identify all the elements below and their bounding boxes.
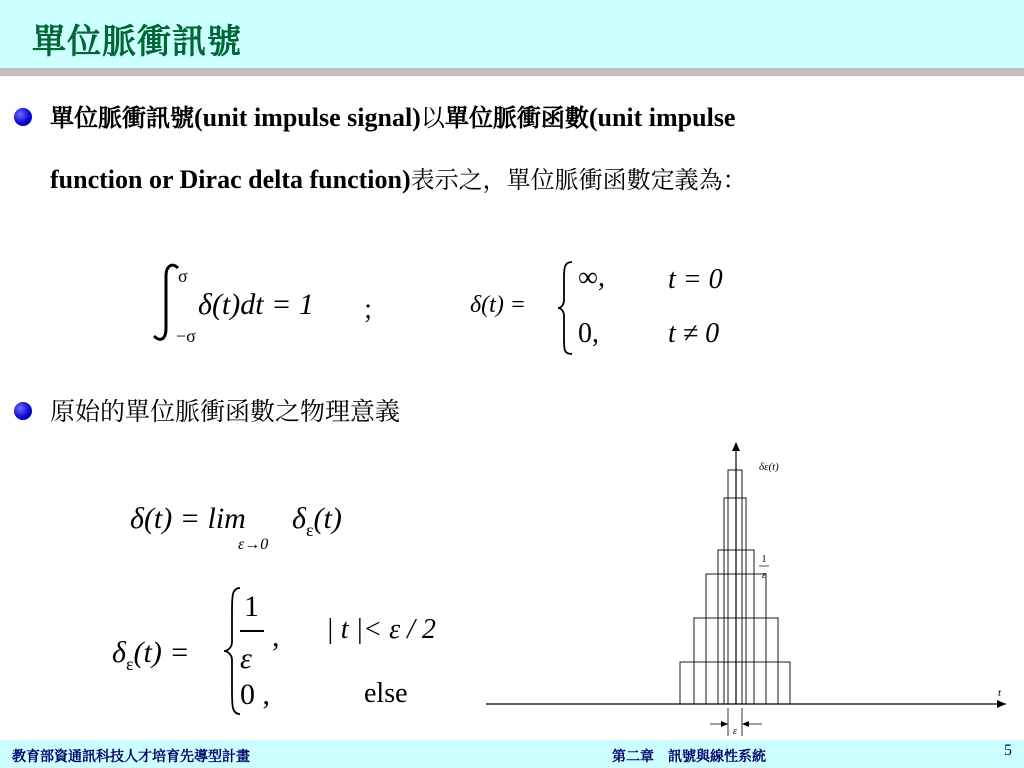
limit-lhs: δ(t) = lim — [130, 502, 246, 535]
pulse-6 — [728, 470, 742, 704]
integral-upper-limit: σ — [178, 266, 188, 286]
integral-separator: ； — [362, 296, 389, 325]
integral-body: δ(t)dt = 1 — [198, 288, 314, 321]
width-arrow-left-icon — [721, 721, 728, 727]
fraction-bar — [240, 630, 264, 632]
limit-subscript: ε→0 — [238, 536, 269, 553]
left-brace-icon — [556, 260, 576, 356]
delta-def-lhs: δ(t) = — [470, 292, 527, 318]
delta-eps-condition-2: else — [364, 678, 408, 709]
y-axis-label: δε(t) — [759, 461, 779, 473]
x-axis-arrow-icon — [997, 700, 1006, 708]
footer — [0, 740, 1024, 768]
fraction-denominator: ε — [240, 642, 252, 675]
footer-program: 教育部資通訊科技人才培育先導型計畫 — [12, 749, 250, 765]
fraction-numerator: 1 — [244, 590, 259, 623]
footer-chapter-number: 第二章 — [612, 749, 654, 765]
level-denominator: ε — [762, 570, 766, 581]
x-axis-label: t — [998, 687, 1002, 699]
pulse-figure — [478, 438, 1010, 738]
bullet-1-english-2: (unit impulse — [588, 103, 736, 132]
delta-eps-case-2-value: 0 , — [240, 678, 270, 711]
delta-case-1-condition: t = 0 — [668, 264, 723, 295]
bullet-1-connector: 以 — [420, 104, 445, 132]
fraction-comma: , — [272, 620, 280, 653]
footer-chapter-title: 訊號與線性系統 — [668, 749, 766, 765]
pulse-5 — [724, 498, 746, 704]
bullet-1-line-1 — [50, 105, 735, 131]
slide-title: 單位脈衝訊號 — [32, 22, 242, 62]
bullet-1-icon — [14, 108, 32, 126]
limit-rhs: $\delta_\varepsilon(t)$ — [292, 502, 342, 540]
bullet-2-text: 原始的單位脈衝函數之物理意義 — [50, 397, 401, 426]
bullet-1-term: 單位脈衝訊號 — [50, 104, 194, 132]
integral-lower-limit: −σ — [176, 326, 196, 346]
bullet-1-line-2 — [50, 167, 747, 193]
bullet-1-english: (unit impulse signal) — [194, 103, 421, 132]
level-numerator: 1 — [761, 554, 767, 565]
page-number: 5 — [1004, 742, 1012, 759]
y-axis-arrow-icon — [732, 442, 740, 451]
nested-pulses — [680, 470, 790, 704]
bullet-1-term-2: 單位脈衝函數 — [444, 104, 589, 132]
title-bar — [0, 0, 1024, 68]
delta-eps-condition-1: | t |< ε / 2 — [326, 614, 436, 645]
title-divider — [0, 68, 1024, 76]
width-arrow-right-icon — [742, 721, 749, 727]
width-label: ε — [733, 726, 737, 737]
bullet-1-definition: 表示之，單位脈衝函數定義為： — [410, 166, 747, 194]
bullet-1-english-3: function or Dirac delta function) — [50, 165, 411, 194]
delta-eps-lhs: $\delta_\varepsilon(t)$ = — [112, 636, 190, 674]
delta-case-1-value: ∞, — [578, 262, 605, 293]
footer-chapter — [612, 746, 766, 766]
delta-case-2-condition: t ≠ 0 — [668, 318, 720, 349]
delta-case-2-value: 0, — [578, 318, 599, 349]
pulse-1 — [680, 662, 790, 704]
bullet-2-icon — [14, 402, 32, 420]
